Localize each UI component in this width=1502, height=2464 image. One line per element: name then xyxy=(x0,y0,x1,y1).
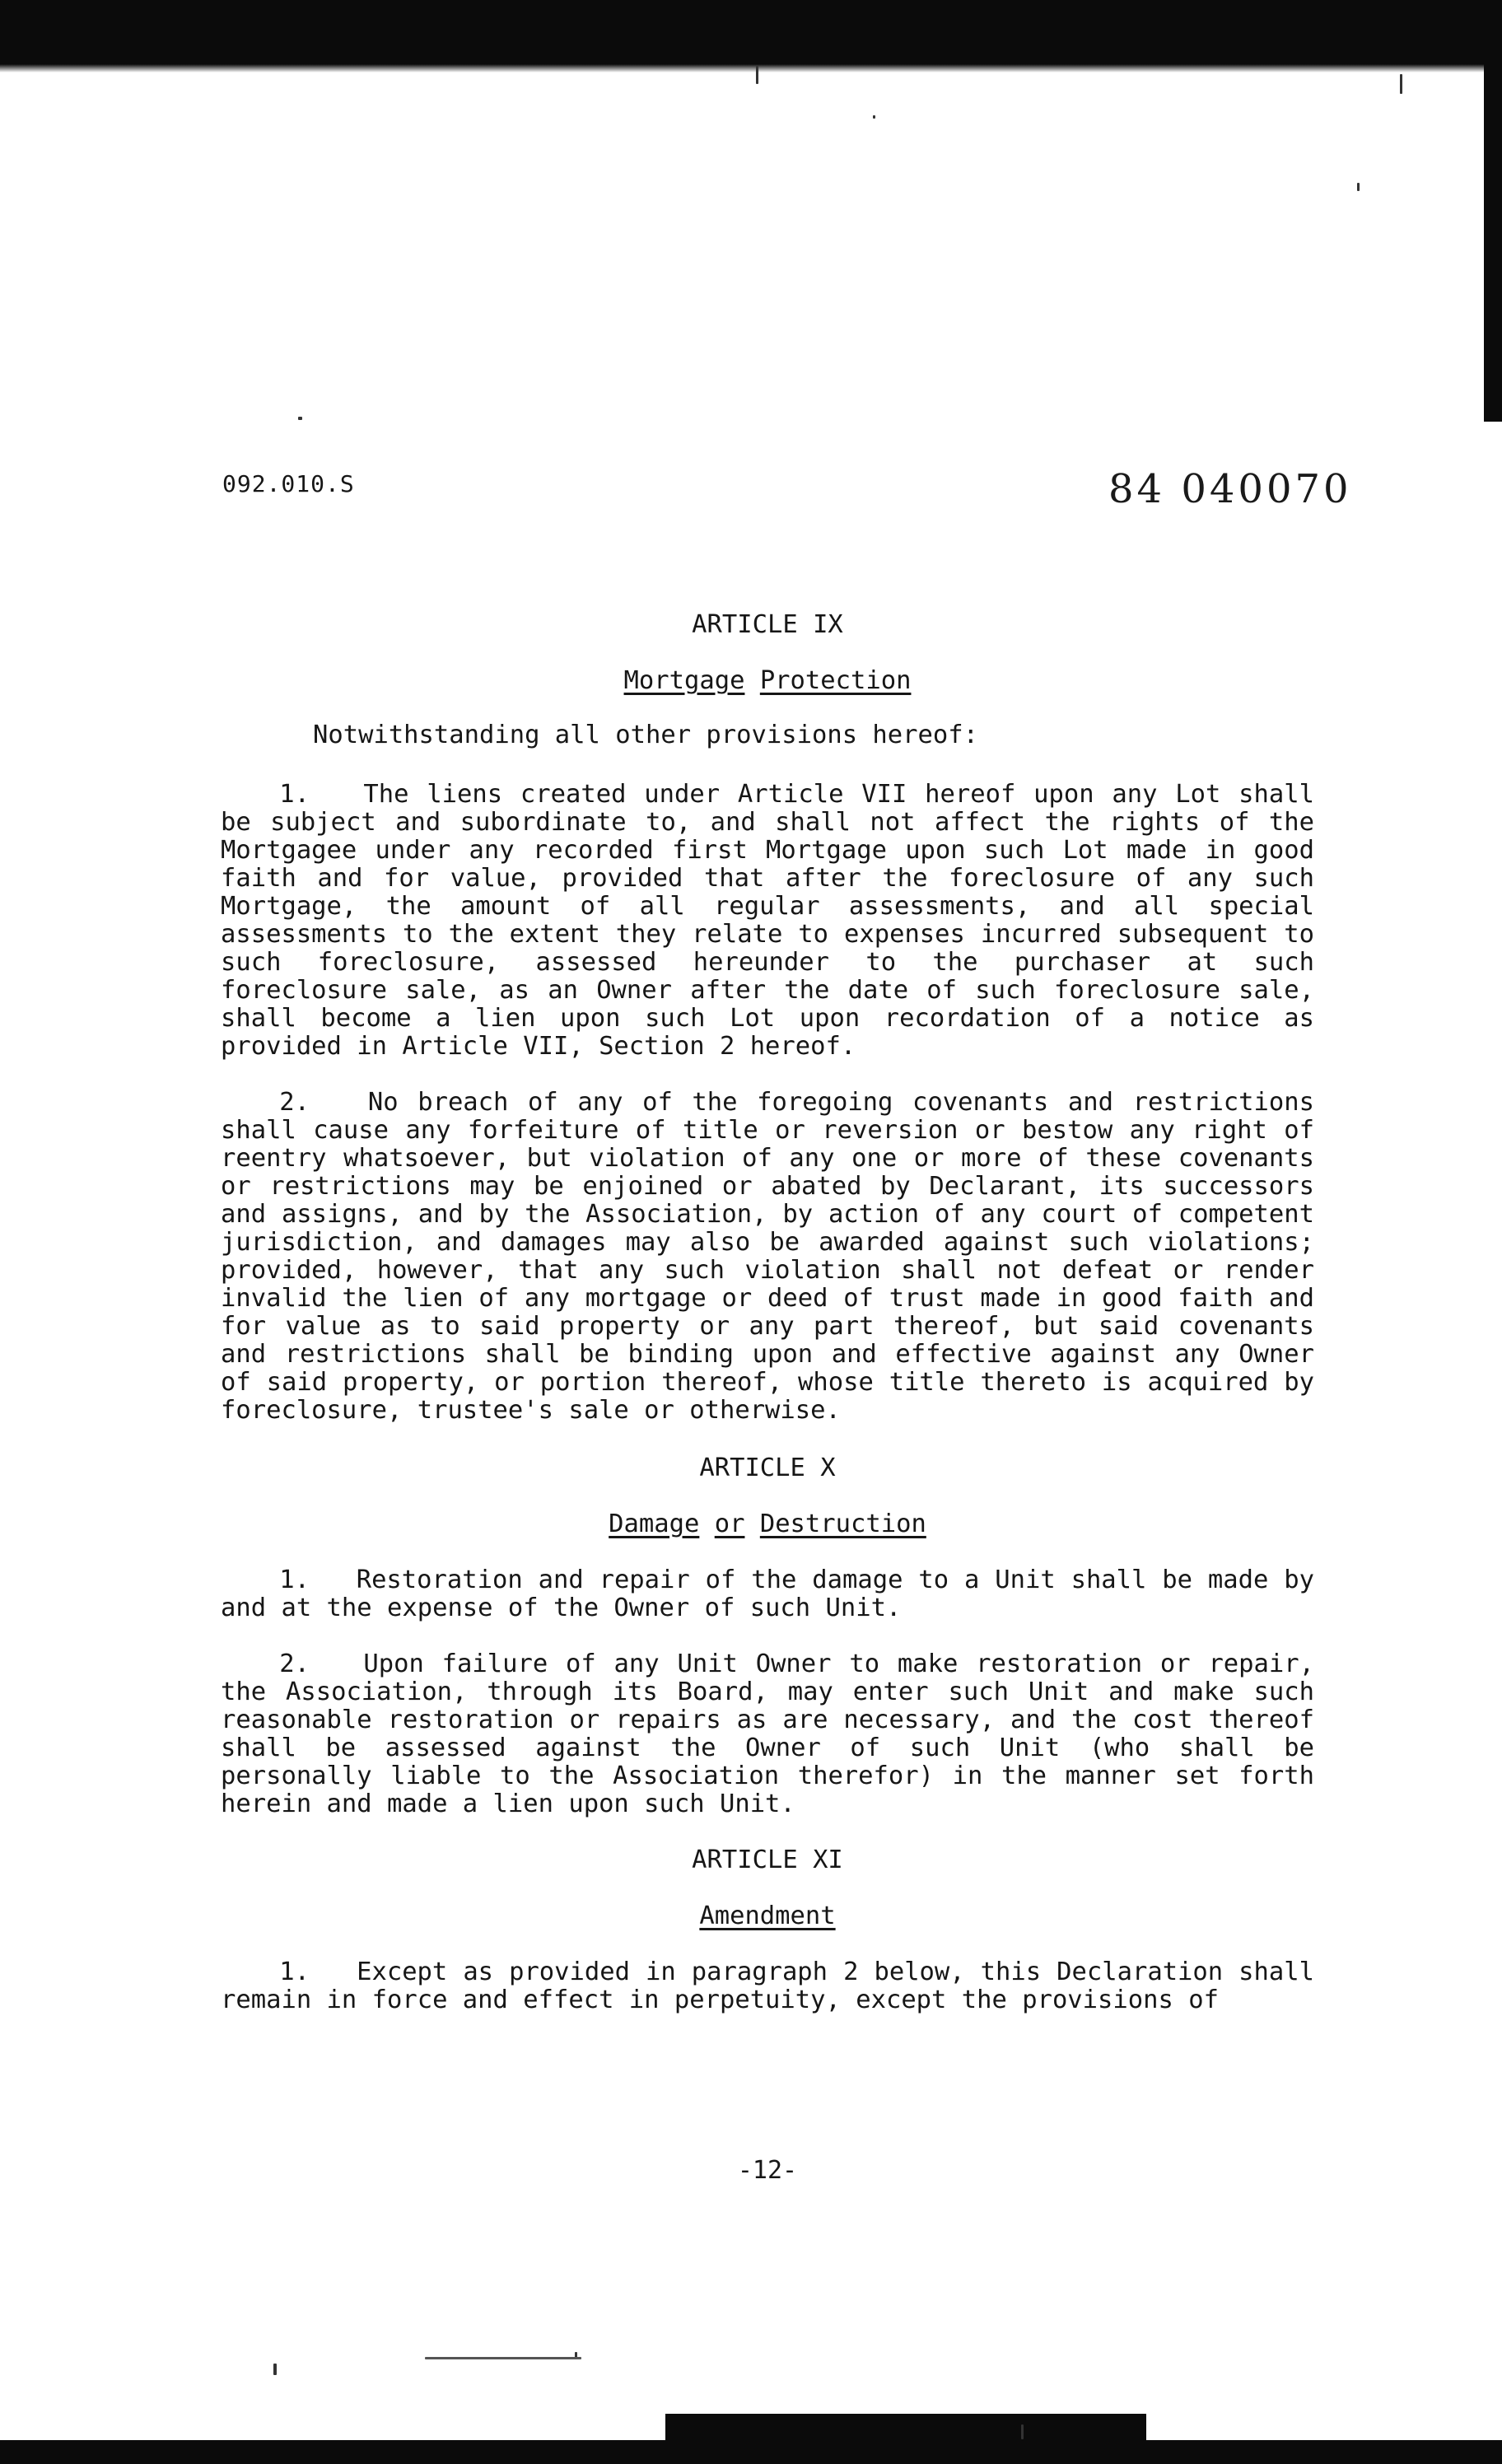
paragraph-number: 1. xyxy=(279,1958,310,1986)
article-xi-title: ARTICLE XI xyxy=(692,1846,843,1874)
subtitle-word: Damage xyxy=(609,1510,700,1538)
subtitle-word: Mortgage xyxy=(623,666,745,695)
scan-speck xyxy=(298,417,302,420)
paragraph xyxy=(221,1089,1314,1425)
paragraph-number: 1. xyxy=(279,780,310,809)
page-number: -12- xyxy=(737,2156,798,2185)
subtitle-word: Protection xyxy=(759,666,912,695)
paragraph-number: 2. xyxy=(279,1088,310,1117)
article-x-paragraph-1 xyxy=(221,1566,1314,1622)
paragraph xyxy=(221,781,1314,1061)
paragraph xyxy=(221,1958,1314,2014)
paragraph xyxy=(221,1566,1314,1622)
scan-border-bottom-tab xyxy=(665,2414,1146,2447)
paragraph-text: No breach of any of the foregoing covenants and restrictions shall cause any forfeiture of title or reversion or bestow any right of reentry whatsoever, but violation of any one or more of these covenants or restrictions may be enjoined or abated by Declarant, its successors and assigns, and by the Association, by action of any court of competent jurisdiction, and damages may also be awarded against such violations; provided, however, that any such violation shall not defeat or render invalid the lien of any mortgage or deed of trust made in good faith and for value as to said property or any part thereof, but said covenants and restrictions shall be binding upon and effective against any Owner of said property, or portion thereof, whose title thereto is acquired by foreclosure, trustee's sale or otherwise. xyxy=(221,1088,1314,1425)
scan-border-top-fade xyxy=(0,64,1502,72)
paragraph xyxy=(221,1650,1314,1818)
paragraph-text: Upon failure of any Unit Owner to make restoration or repair, the Association, through its Board, may enter such Unit and make such reasonable restoration or repairs as are necessary, and the cost thereof shall be assessed against the Owner of such Unit (who shall be personally liable to the Association therefor) in the manner set forth herein and made a lien upon such Unit. xyxy=(221,1650,1314,1818)
article-ix-subtitle xyxy=(221,667,1314,695)
article-x-subtitle xyxy=(221,1510,1314,1538)
subtitle-word: Destruction xyxy=(759,1510,926,1538)
scan-speck xyxy=(1357,183,1360,191)
scan-border-right xyxy=(1484,49,1502,422)
article-ix-title: ARTICLE IX xyxy=(692,610,843,639)
scan-speck xyxy=(425,2357,581,2359)
scan-border-top xyxy=(0,0,1502,64)
lead-text: Notwithstanding all other provisions hereof: xyxy=(313,721,978,749)
paragraph-number: 2. xyxy=(279,1650,310,1678)
scan-speck xyxy=(273,2364,277,2375)
article-ix-paragraph-2 xyxy=(221,1089,1314,1425)
document-id: 092.010.S xyxy=(222,470,355,497)
paragraph-text: The liens created under Article VII hereof upon any Lot shall be subject and subordinate to, and shall not affect the rights of the Mortgagee under any recorded first Mortgage upon such Lot made in good faith and for value, provided that after the foreclosure of any such Mortgage, the amount of all regular assessments, and all special assessments to the extent they relate to expenses incurred subsequent to such foreclosure, assessed hereunder to the purchaser at such foreclosure sale, as an Owner after the date of such foreclosure sale, shall become a lien upon such Lot upon recordation of a notice as provided in Article VII, Section 2 hereof. xyxy=(221,780,1314,1061)
article-xi-subtitle xyxy=(221,1902,1314,1930)
article-ix-paragraph-1 xyxy=(221,781,1314,1061)
paragraph-text: Except as provided in paragraph 2 below, this Declaration shall remain in force and effect in perpetuity, except the provisions of xyxy=(221,1958,1314,2014)
recording-number-stamp: 84 040070 xyxy=(1108,466,1352,512)
article-x-paragraph-2 xyxy=(221,1650,1314,1818)
scan-speck xyxy=(756,66,758,84)
scan-speck xyxy=(873,115,875,119)
scan-speck xyxy=(1021,2424,1024,2439)
paragraph-text: Restoration and repair of the damage to a Unit shall be made by and at the expense of the Owner of such Unit. xyxy=(221,1566,1314,1622)
subtitle-word: or xyxy=(714,1510,745,1538)
paragraph-number: 1. xyxy=(279,1566,310,1594)
article-xi-paragraph-1 xyxy=(221,1958,1314,2014)
article-ix-lead xyxy=(221,721,1314,749)
subtitle-word: Amendment xyxy=(699,1902,836,1930)
article-x-title: ARTICLE X xyxy=(699,1454,836,1482)
scan-speck xyxy=(1400,74,1402,94)
